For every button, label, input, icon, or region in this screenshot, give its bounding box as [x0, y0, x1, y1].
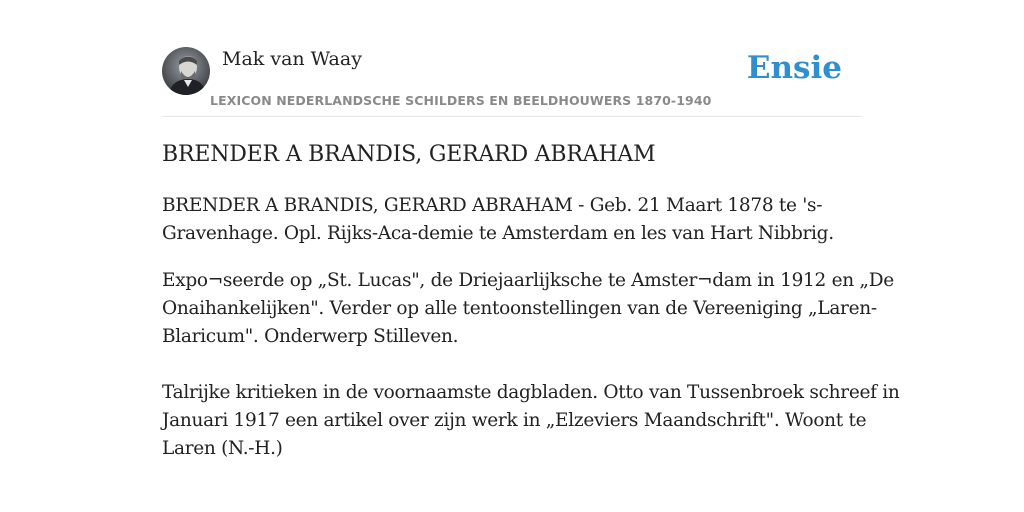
- body-line: Expo¬seerde op „St. Lucas", de Driejaarlijksche te Amster¬dam in 1912 en „De: [162, 270, 894, 291]
- header: [162, 46, 862, 117]
- article-title: BRENDER A BRANDIS, GERARD ABRAHAM: [162, 142, 656, 167]
- author-portrait-icon: [162, 47, 210, 95]
- article-body: [162, 192, 900, 463]
- body-line: Januari 1917 een artikel over zijn werk in „Elzeviers Maandschrift". Woont te: [162, 410, 867, 431]
- body-line: BRENDER A BRANDIS, GERARD ABRAHAM - Geb. 21 Maart 1878 te 's-: [162, 195, 823, 216]
- body-line: Talrijke kritieken in de voornaamste dagbladen. Otto van Tussenbroek schreef in: [162, 382, 900, 403]
- body-line: Laren (N.-H.): [162, 438, 283, 459]
- body-line: Onaihankelijken". Verder op alle tentoonstellingen van de Vereeniging „Laren-: [162, 298, 877, 319]
- body-line: Gravenhage. Opl. Rijks-Aca-demie te Amsterdam en les van Hart Nibbrig.: [162, 223, 834, 244]
- author-name[interactable]: Mak van Waay: [222, 48, 362, 70]
- ensie-logo[interactable]: Ensie: [746, 50, 842, 86]
- source-title[interactable]: LEXICON NEDERLANDSCHE SCHILDERS EN BEELDHOUWERS 1870-1940: [210, 93, 712, 108]
- body-line: Blaricum". Onderwerp Stilleven.: [162, 326, 459, 347]
- author-avatar[interactable]: [162, 47, 210, 95]
